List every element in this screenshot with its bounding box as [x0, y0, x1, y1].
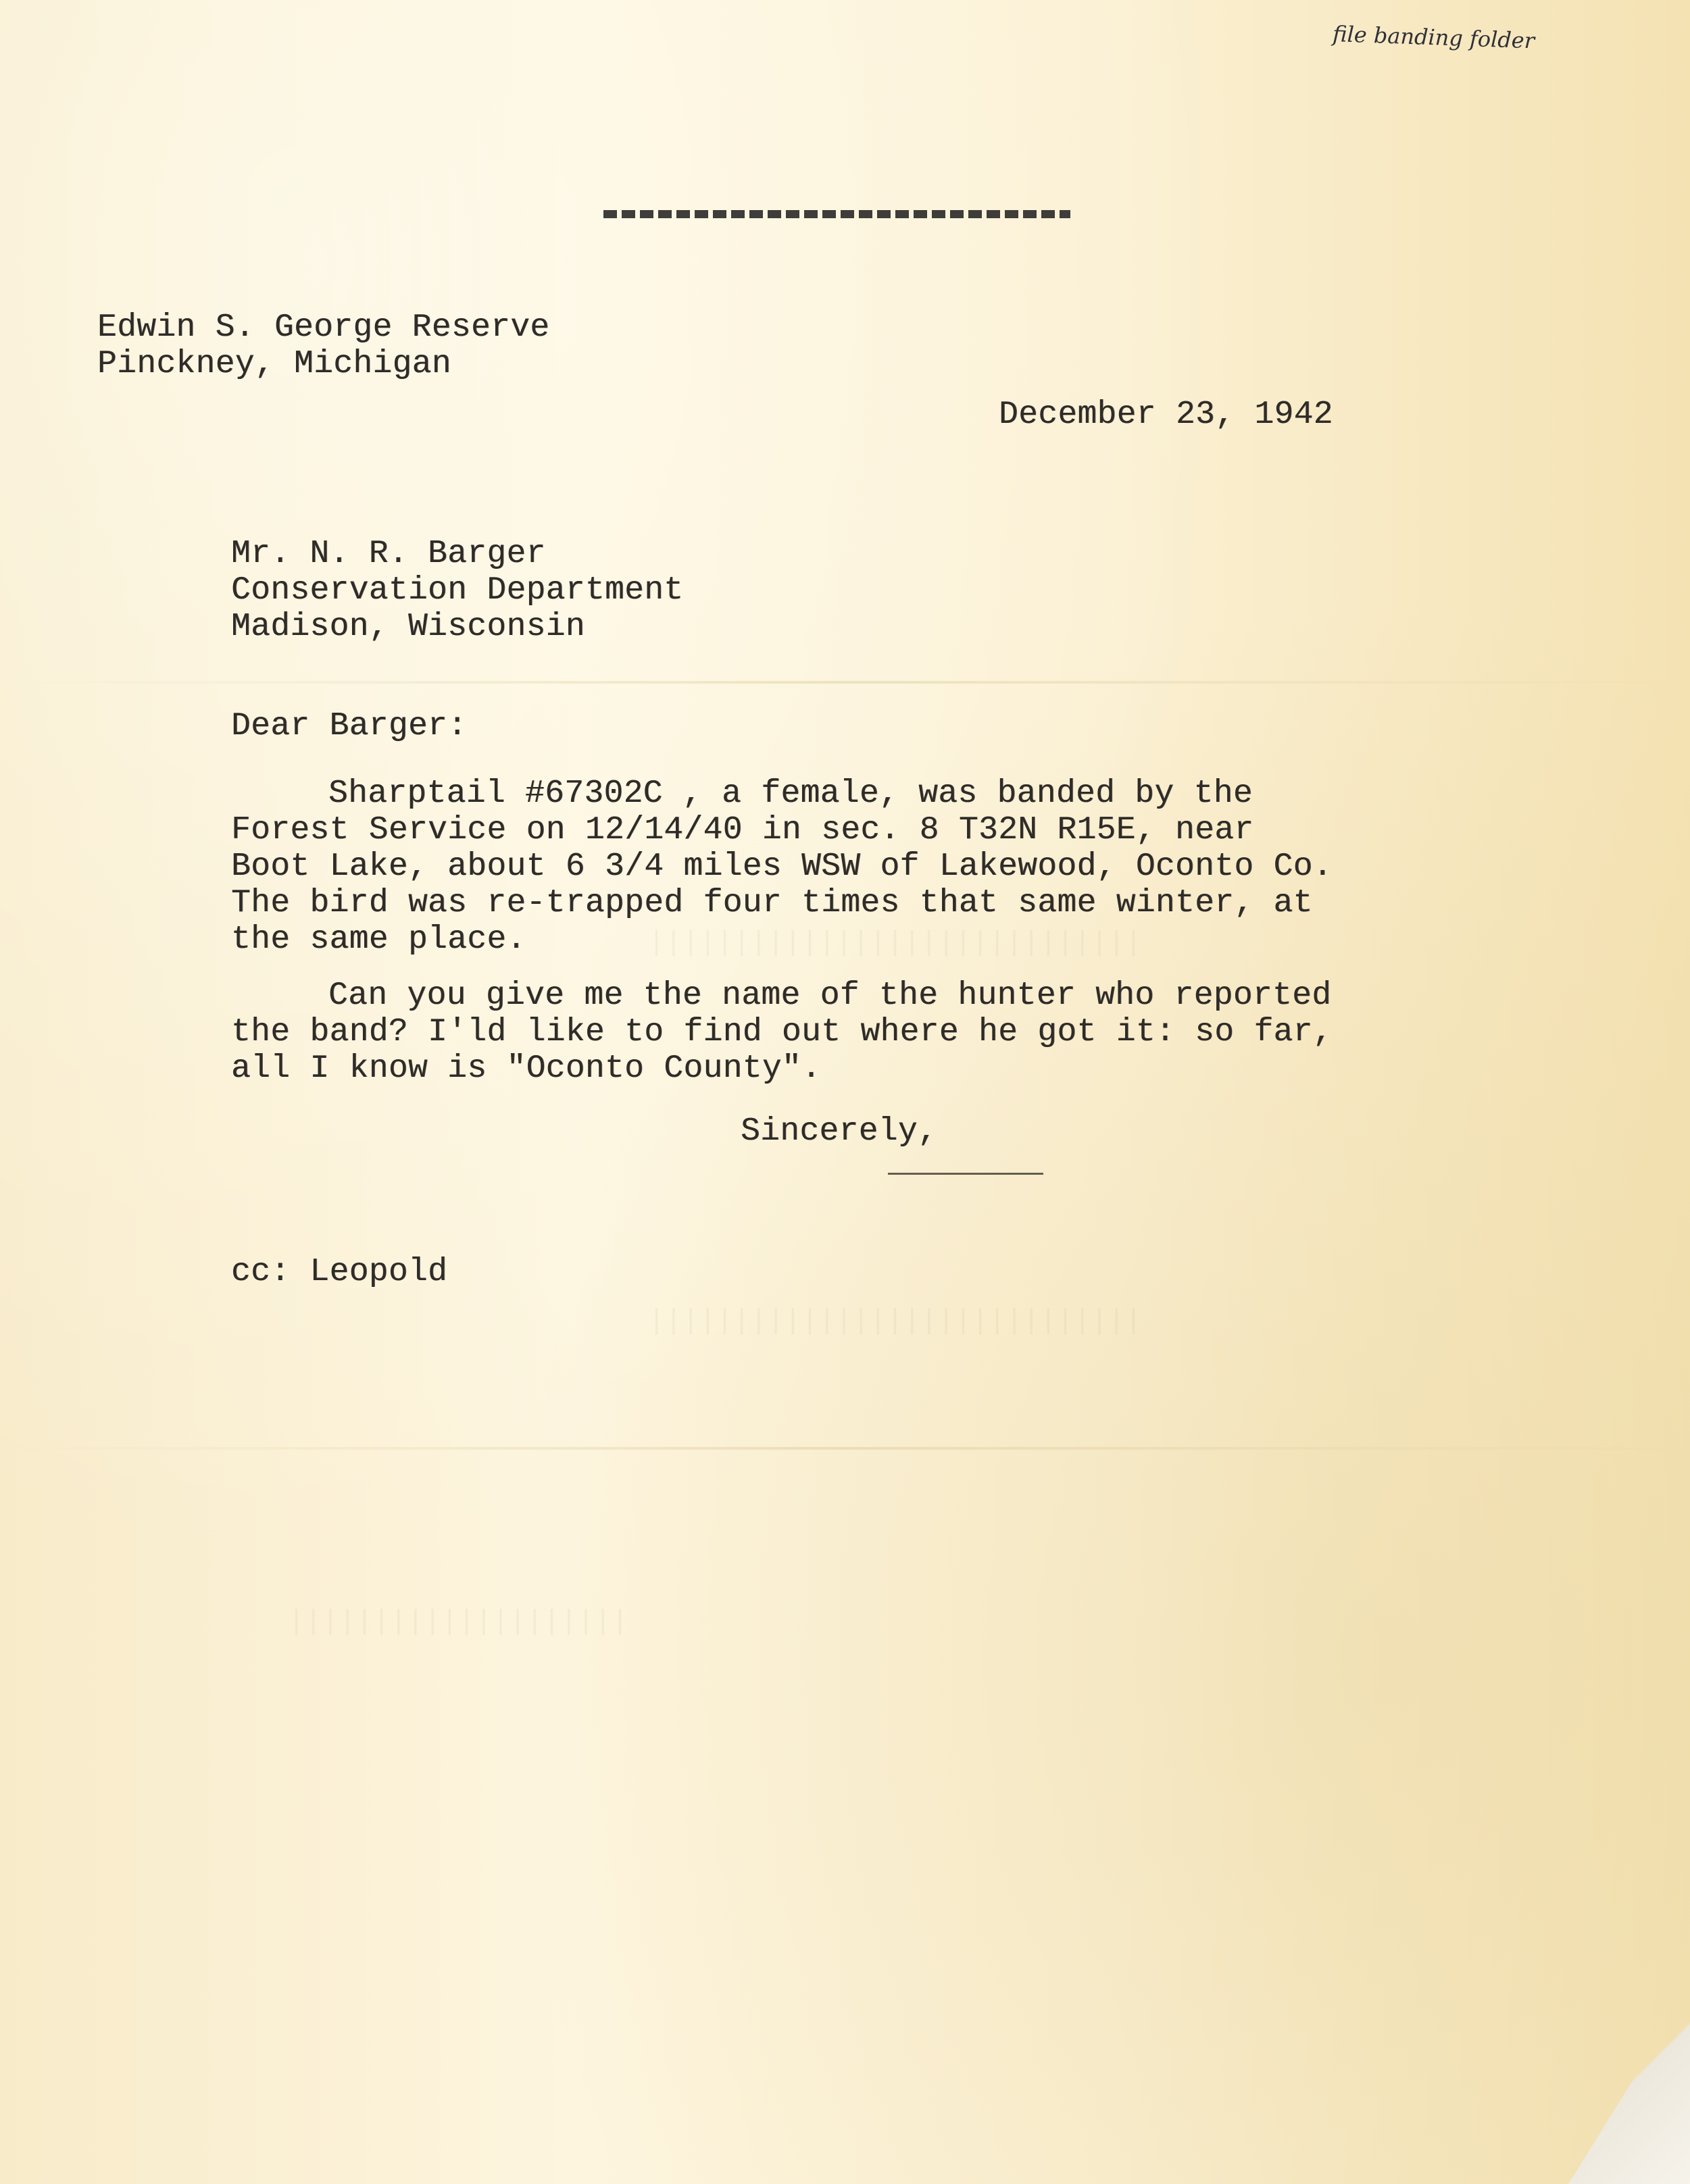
sender-address: [97, 309, 549, 382]
recipient-address: [231, 536, 683, 645]
signature-line: [888, 1173, 1043, 1175]
recipient-line: Mr. N. R. Barger: [231, 536, 546, 572]
typed-dash-rule: [603, 210, 1070, 218]
paragraph-line: the same place.: [231, 921, 526, 958]
paper-fold-line: [0, 681, 1690, 684]
paragraph-line: Forest Service on 12/14/40 in sec. 8 T32N R15E, near: [231, 812, 1254, 848]
closing: Sincerely,: [741, 1113, 938, 1150]
carbon-copy-line: cc: Leopold: [231, 1254, 448, 1290]
paragraph-line: Boot Lake, about 6 3/4 miles WSW of Lakewood, Oconto Co.: [231, 848, 1333, 885]
faint-signature-mark: ​: [743, 1166, 744, 1219]
sender-line: Pinckney, Michigan: [97, 346, 451, 382]
faint-reverse-bleed: ||||||||||||||||||||: [287, 1606, 628, 1638]
recipient-line: Madison, Wisconsin: [231, 609, 585, 645]
paragraph-line: all I know is "Oconto County".: [231, 1050, 822, 1087]
paper-fold-line: [0, 1447, 1690, 1450]
sender-line: Edwin S. George Reserve: [97, 309, 550, 346]
folded-paper-corner: [1568, 1988, 1690, 2184]
letter-paragraph: [231, 776, 1333, 958]
paragraph-line: Can you give me the name of the hunter who reported: [328, 977, 1332, 1014]
paragraph-line: The bird was re-trapped four times that same winter, at: [231, 885, 1313, 921]
handwritten-filing-note: file banding folder: [1332, 20, 1535, 54]
paragraph-line: the band? I'ld like to find out where he got it: so far,: [231, 1014, 1333, 1050]
faint-reverse-bleed: |||||||||||||||||||||||||||||: [648, 927, 1142, 959]
faint-reverse-bleed: |||||||||||||||||||||||||||||: [648, 1305, 1142, 1338]
paragraph-line: Sharptail #67302C , a female, was banded by the: [328, 776, 1253, 812]
letter-paragraph: [231, 977, 1333, 1087]
salutation: Dear Barger:: [231, 708, 468, 744]
recipient-line: Conservation Department: [231, 572, 684, 609]
letter-date: December 23, 1942: [999, 397, 1333, 433]
